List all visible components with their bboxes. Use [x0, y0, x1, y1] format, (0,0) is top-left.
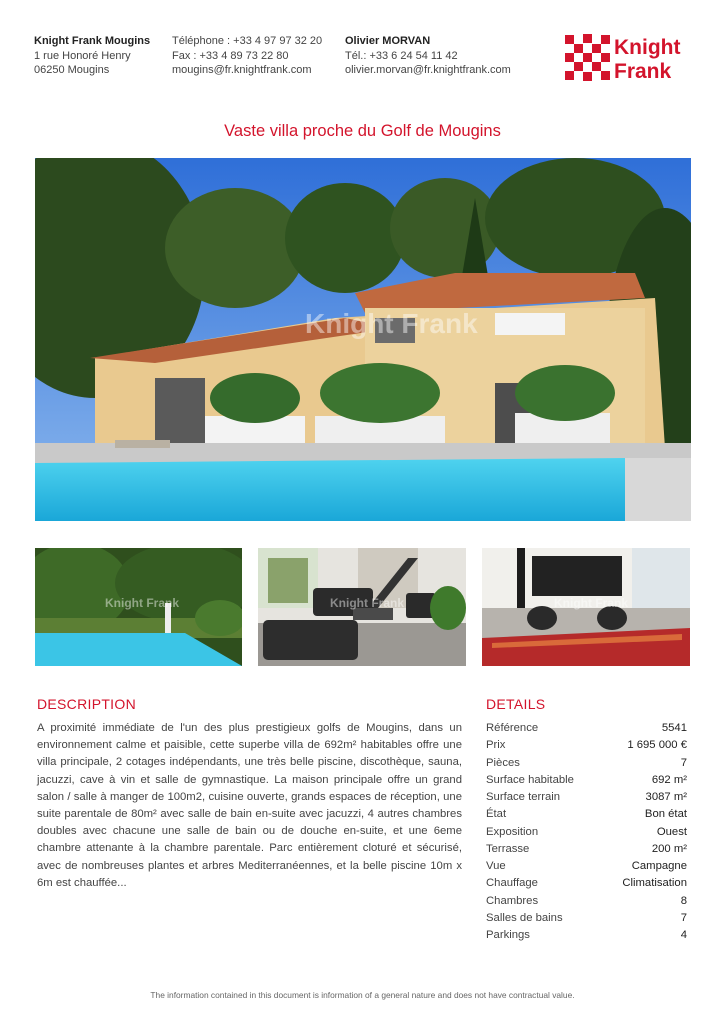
- details-label: Vue: [486, 860, 506, 872]
- details-row: [486, 893, 687, 910]
- details-value: 4: [680, 929, 687, 941]
- main-photo-villa-pool[interactable]: [35, 158, 691, 521]
- details-value: 7: [680, 911, 687, 924]
- details-heading: DETAILS: [486, 696, 546, 712]
- agent-name: Olivier MORVAN: [345, 35, 431, 47]
- thumbnail-living-room[interactable]: [258, 548, 466, 666]
- details-label: Référence: [486, 722, 539, 734]
- details-label: Chambres: [486, 894, 539, 907]
- details-label: Exposition: [486, 825, 539, 838]
- agency-address-line1: 1 rue Honoré Henry: [34, 49, 131, 62]
- details-value: Climatisation: [622, 877, 687, 890]
- details-row: [486, 772, 687, 789]
- contact-block: [172, 34, 322, 78]
- details-value: Bon état: [644, 808, 687, 821]
- agency-name: Knight Frank Mougins: [34, 35, 151, 47]
- knight-frank-logo: [565, 34, 690, 82]
- details-row: [486, 806, 687, 823]
- details-row: [486, 720, 687, 737]
- logo-line1: Knight: [614, 36, 681, 59]
- details-value: 200 m²: [651, 842, 687, 855]
- description-heading: DESCRIPTION: [37, 696, 136, 712]
- details-row: [486, 858, 687, 875]
- watermark: Knight Frank: [305, 308, 478, 339]
- agency-phone: Téléphone : +33 4 97 97 32 20: [172, 35, 323, 47]
- logo-line2: Frank: [614, 60, 672, 82]
- details-row: [486, 910, 687, 927]
- agency-block: [34, 34, 150, 78]
- watermark: Knight Frank: [554, 596, 628, 610]
- details-value: 5541: [661, 722, 687, 734]
- details-label: Surface terrain: [486, 791, 561, 803]
- details-label: Pièces: [486, 756, 520, 769]
- agency-fax: Fax : +33 4 89 73 22 80: [172, 49, 289, 62]
- agency-address-line2: 06250 Mougins: [34, 64, 110, 76]
- details-value: 3087 m²: [645, 791, 687, 803]
- details-label: Terrasse: [486, 842, 530, 855]
- details-value: 7: [680, 756, 687, 769]
- thumbnail-salon-fireplace[interactable]: [482, 548, 690, 666]
- property-title: Vaste villa proche du Golf de Mougins: [224, 122, 501, 140]
- details-value: 692 m²: [651, 773, 687, 786]
- details-row: [486, 875, 687, 892]
- details-row: [486, 789, 687, 806]
- details-row: [486, 841, 687, 858]
- details-label: Chauffage: [486, 877, 538, 890]
- agent-email[interactable]: olivier.morvan@fr.knightfrank.com: [345, 64, 511, 76]
- details-row: [486, 755, 687, 772]
- details-value: 8: [680, 894, 687, 907]
- details-row: [486, 927, 687, 944]
- details-label: Parkings: [486, 929, 530, 941]
- details-label: Prix: [486, 739, 506, 752]
- details-table: [486, 720, 687, 944]
- footer-disclaimer: The information contained in this document is information of a general nature and does not have contractual value.: [150, 990, 575, 1000]
- details-value: Ouest: [656, 825, 687, 838]
- agent-phone: Tél.: +33 6 24 54 11 42: [345, 49, 458, 62]
- details-label: Salles de bains: [486, 911, 563, 924]
- watermark: Knight Frank: [330, 596, 404, 610]
- agent-block: [345, 34, 511, 78]
- thumbnail-garden-pool[interactable]: [35, 548, 242, 666]
- details-label: Surface habitable: [486, 773, 574, 786]
- watermark: Knight Frank: [105, 596, 179, 610]
- details-value: 1 695 000 €: [627, 739, 687, 752]
- details-row: [486, 824, 687, 841]
- details-value: Campagne: [631, 860, 687, 872]
- details-label: État: [486, 808, 507, 821]
- details-row: [486, 737, 687, 754]
- description-text: A proximité immédiate de l'un des plus prestigieux golfs de Mougins, dans un environnement calme et paisible, cette superbe villa de 692m² habitables offre une villa principale, 2 cotages indépendants, une très belle piscine, discothèque, sauna, jacuzzi, cave à vin et salle de gymnastique. La maison principale offre un grand salon / salle à manger de 100m2, cuisine ouverte, grands espaces de réception, une suite parentale de 80m² avec salle de bain en-suite avec jacuzzi, 4 autres chambres doubles avec chacune une salle de bain ou de douche en-suite, et une 6eme chambre attenante à la chambre parentale. Parc entièrement cloturé et sécurisé, avec de nombreuses plantes et arbres Mediterranéennes, et la belle piscine 10m x 6m est chauffée...: [37, 722, 462, 889]
- agency-email[interactable]: mougins@fr.knightfrank.com: [172, 64, 312, 76]
